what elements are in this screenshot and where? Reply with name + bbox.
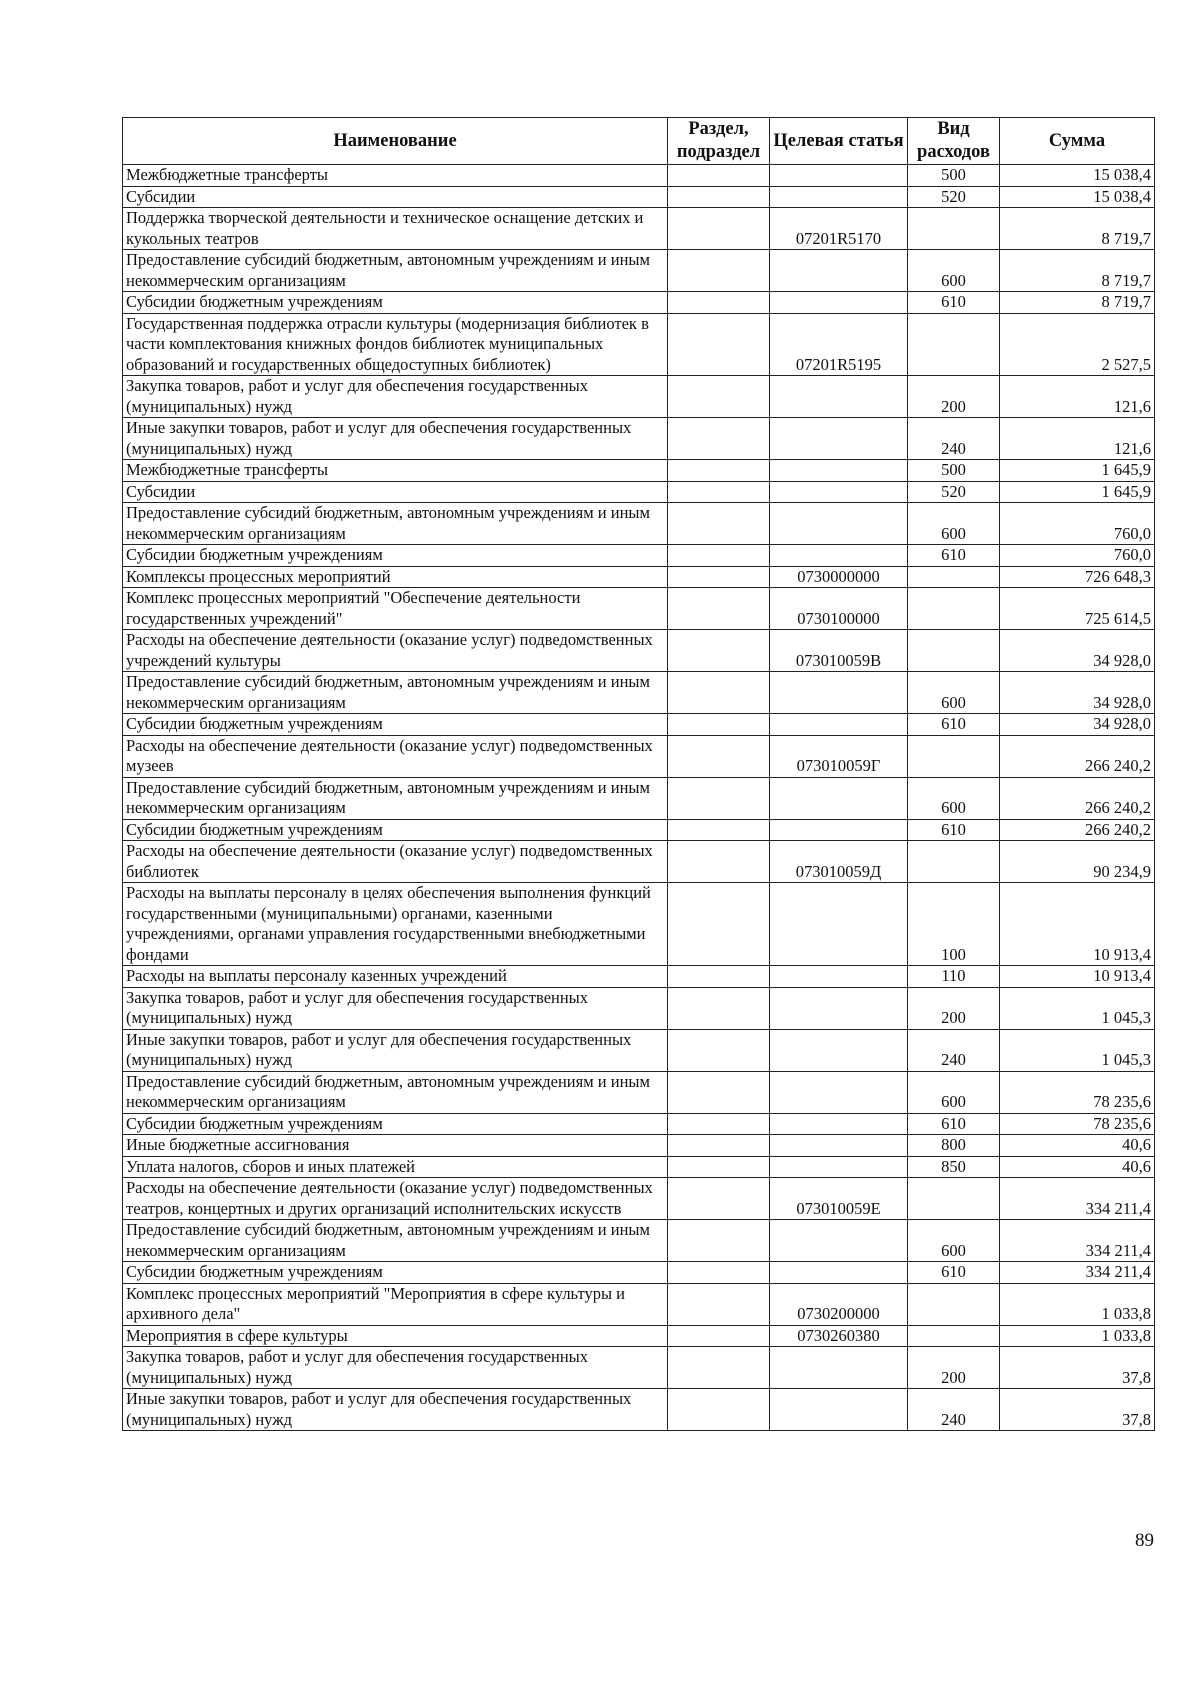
cell-vid bbox=[908, 1178, 1000, 1220]
cell-vid: 200 bbox=[908, 376, 1000, 418]
cell-target bbox=[770, 1262, 908, 1284]
cell-sum: 78 235,6 bbox=[1000, 1071, 1155, 1113]
cell-vid bbox=[908, 566, 1000, 588]
page-number: 89 bbox=[1135, 1530, 1154, 1551]
cell-target bbox=[770, 1071, 908, 1113]
cell-vid bbox=[908, 841, 1000, 883]
cell-vid: 800 bbox=[908, 1135, 1000, 1157]
cell-name: Субсидии бюджетным учреждениям bbox=[123, 545, 668, 567]
table-row bbox=[123, 630, 1155, 672]
cell-razdel bbox=[668, 841, 770, 883]
cell-razdel bbox=[668, 1178, 770, 1220]
cell-sum: 15 038,4 bbox=[1000, 186, 1155, 208]
cell-razdel bbox=[668, 987, 770, 1029]
cell-name: Расходы на выплаты персоналу в целях обеспечения выполнения функций государственными (муниципальными) органами, казенными учреждениями, органами управления государственными внебюджетными фондами bbox=[123, 883, 668, 966]
table-row bbox=[123, 1029, 1155, 1071]
cell-razdel bbox=[668, 1156, 770, 1178]
cell-sum: 1 645,9 bbox=[1000, 481, 1155, 503]
table-row bbox=[123, 208, 1155, 250]
cell-name: Межбюджетные трансферты bbox=[123, 460, 668, 482]
cell-target: 0730200000 bbox=[770, 1283, 908, 1325]
table-row bbox=[123, 714, 1155, 736]
cell-name: Комплекс процессных мероприятий "Обеспечение деятельности государственных учреждений" bbox=[123, 588, 668, 630]
budget-table bbox=[122, 117, 1155, 1431]
cell-vid: 610 bbox=[908, 819, 1000, 841]
cell-razdel bbox=[668, 566, 770, 588]
cell-name: Расходы на обеспечение деятельности (оказание услуг) подведомственных библиотек bbox=[123, 841, 668, 883]
cell-sum: 1 033,8 bbox=[1000, 1283, 1155, 1325]
cell-target bbox=[770, 966, 908, 988]
cell-vid bbox=[908, 1325, 1000, 1347]
cell-target: 0730000000 bbox=[770, 566, 908, 588]
table-row bbox=[123, 186, 1155, 208]
cell-vid: 610 bbox=[908, 714, 1000, 736]
cell-razdel bbox=[668, 735, 770, 777]
cell-sum: 34 928,0 bbox=[1000, 672, 1155, 714]
cell-sum: 334 211,4 bbox=[1000, 1220, 1155, 1262]
table-row bbox=[123, 1347, 1155, 1389]
header-target: Целевая статья bbox=[770, 118, 908, 165]
cell-target: 0730260380 bbox=[770, 1325, 908, 1347]
cell-sum: 266 240,2 bbox=[1000, 735, 1155, 777]
cell-sum: 1 045,3 bbox=[1000, 1029, 1155, 1071]
table-row bbox=[123, 883, 1155, 966]
cell-sum: 1 645,9 bbox=[1000, 460, 1155, 482]
table-row bbox=[123, 735, 1155, 777]
cell-razdel bbox=[668, 588, 770, 630]
cell-vid bbox=[908, 313, 1000, 376]
cell-razdel bbox=[668, 1283, 770, 1325]
table-row bbox=[123, 545, 1155, 567]
cell-vid: 600 bbox=[908, 777, 1000, 819]
cell-sum: 266 240,2 bbox=[1000, 819, 1155, 841]
cell-name: Субсидии бюджетным учреждениям bbox=[123, 1262, 668, 1284]
cell-target: 07201R5170 bbox=[770, 208, 908, 250]
cell-razdel bbox=[668, 481, 770, 503]
table-row bbox=[123, 1156, 1155, 1178]
cell-sum: 10 913,4 bbox=[1000, 883, 1155, 966]
cell-sum: 8 719,7 bbox=[1000, 250, 1155, 292]
cell-razdel bbox=[668, 966, 770, 988]
cell-sum: 726 648,3 bbox=[1000, 566, 1155, 588]
table-row bbox=[123, 1135, 1155, 1157]
cell-sum: 15 038,4 bbox=[1000, 165, 1155, 187]
cell-sum: 334 211,4 bbox=[1000, 1262, 1155, 1284]
table-row bbox=[123, 588, 1155, 630]
cell-name: Иные бюджетные ассигнования bbox=[123, 1135, 668, 1157]
cell-razdel bbox=[668, 1029, 770, 1071]
cell-sum: 725 614,5 bbox=[1000, 588, 1155, 630]
cell-target bbox=[770, 1113, 908, 1135]
cell-name: Субсидии bbox=[123, 481, 668, 503]
cell-name: Субсидии бюджетным учреждениям bbox=[123, 292, 668, 314]
cell-sum: 40,6 bbox=[1000, 1156, 1155, 1178]
cell-name: Субсидии бюджетным учреждениям bbox=[123, 1113, 668, 1135]
cell-razdel bbox=[668, 1325, 770, 1347]
cell-target bbox=[770, 186, 908, 208]
cell-sum: 40,6 bbox=[1000, 1135, 1155, 1157]
cell-razdel bbox=[668, 630, 770, 672]
cell-razdel bbox=[668, 819, 770, 841]
cell-vid bbox=[908, 630, 1000, 672]
cell-name: Предоставление субсидий бюджетным, автономным учреждениям и иным некоммерческим организациям bbox=[123, 503, 668, 545]
cell-target bbox=[770, 819, 908, 841]
cell-vid: 610 bbox=[908, 1113, 1000, 1135]
cell-vid: 520 bbox=[908, 481, 1000, 503]
table-row bbox=[123, 966, 1155, 988]
cell-razdel bbox=[668, 208, 770, 250]
cell-vid: 600 bbox=[908, 1220, 1000, 1262]
cell-target bbox=[770, 883, 908, 966]
cell-target bbox=[770, 777, 908, 819]
cell-razdel bbox=[668, 313, 770, 376]
cell-vid bbox=[908, 208, 1000, 250]
header-vid: Вид расходов bbox=[908, 118, 1000, 165]
cell-name: Иные закупки товаров, работ и услуг для обеспечения государственных (муниципальных) нужд bbox=[123, 1389, 668, 1431]
table-row bbox=[123, 376, 1155, 418]
cell-name: Субсидии бюджетным учреждениям bbox=[123, 714, 668, 736]
cell-name: Предоставление субсидий бюджетным, автономным учреждениям и иным некоммерческим организациям bbox=[123, 1071, 668, 1113]
table-row bbox=[123, 987, 1155, 1029]
table-row bbox=[123, 672, 1155, 714]
cell-target bbox=[770, 1029, 908, 1071]
table-row bbox=[123, 418, 1155, 460]
cell-name: Предоставление субсидий бюджетным, автономным учреждениям и иным некоммерческим организациям bbox=[123, 672, 668, 714]
cell-vid: 850 bbox=[908, 1156, 1000, 1178]
cell-sum: 8 719,7 bbox=[1000, 208, 1155, 250]
table-row bbox=[123, 1325, 1155, 1347]
table-row bbox=[123, 566, 1155, 588]
cell-sum: 334 211,4 bbox=[1000, 1178, 1155, 1220]
cell-target bbox=[770, 1156, 908, 1178]
cell-sum: 266 240,2 bbox=[1000, 777, 1155, 819]
cell-name: Расходы на выплаты персоналу казенных учреждений bbox=[123, 966, 668, 988]
cell-razdel bbox=[668, 418, 770, 460]
cell-target bbox=[770, 418, 908, 460]
cell-razdel bbox=[668, 777, 770, 819]
cell-sum: 1 045,3 bbox=[1000, 987, 1155, 1029]
cell-vid: 610 bbox=[908, 292, 1000, 314]
cell-vid: 100 bbox=[908, 883, 1000, 966]
cell-razdel bbox=[668, 1135, 770, 1157]
cell-name: Государственная поддержка отрасли культуры (модернизация библиотек в части комплектования книжных фондов библиотек муниципальных образований и государственных общедоступных библиотек) bbox=[123, 313, 668, 376]
cell-name: Мероприятия в сфере культуры bbox=[123, 1325, 668, 1347]
header-row bbox=[123, 118, 1155, 165]
cell-target bbox=[770, 165, 908, 187]
cell-target: 073010059В bbox=[770, 630, 908, 672]
cell-vid: 240 bbox=[908, 1029, 1000, 1071]
cell-razdel bbox=[668, 1220, 770, 1262]
cell-target: 073010059Е bbox=[770, 1178, 908, 1220]
cell-name: Закупка товаров, работ и услуг для обеспечения государственных (муниципальных) нужд bbox=[123, 376, 668, 418]
cell-vid bbox=[908, 1283, 1000, 1325]
table-row bbox=[123, 841, 1155, 883]
cell-sum: 34 928,0 bbox=[1000, 630, 1155, 672]
cell-vid: 200 bbox=[908, 987, 1000, 1029]
table-row bbox=[123, 250, 1155, 292]
cell-name: Предоставление субсидий бюджетным, автономным учреждениям и иным некоммерческим организациям bbox=[123, 1220, 668, 1262]
table-row bbox=[123, 819, 1155, 841]
cell-name: Закупка товаров, работ и услуг для обеспечения государственных (муниципальных) нужд bbox=[123, 1347, 668, 1389]
cell-vid: 600 bbox=[908, 503, 1000, 545]
cell-razdel bbox=[668, 292, 770, 314]
cell-name: Расходы на обеспечение деятельности (оказание услуг) подведомственных музеев bbox=[123, 735, 668, 777]
cell-target bbox=[770, 376, 908, 418]
cell-name: Уплата налогов, сборов и иных платежей bbox=[123, 1156, 668, 1178]
cell-target: 0730100000 bbox=[770, 588, 908, 630]
cell-razdel bbox=[668, 460, 770, 482]
cell-target bbox=[770, 503, 908, 545]
cell-razdel bbox=[668, 1071, 770, 1113]
table-row bbox=[123, 1113, 1155, 1135]
cell-name: Расходы на обеспечение деятельности (оказание услуг) подведомственных театров, концертных и других организаций исполнительских искусств bbox=[123, 1178, 668, 1220]
cell-razdel bbox=[668, 376, 770, 418]
table-row bbox=[123, 1220, 1155, 1262]
cell-vid: 500 bbox=[908, 460, 1000, 482]
cell-sum: 8 719,7 bbox=[1000, 292, 1155, 314]
cell-vid: 110 bbox=[908, 966, 1000, 988]
table-row bbox=[123, 503, 1155, 545]
cell-sum: 90 234,9 bbox=[1000, 841, 1155, 883]
cell-razdel bbox=[668, 1389, 770, 1431]
cell-vid: 600 bbox=[908, 1071, 1000, 1113]
cell-target bbox=[770, 460, 908, 482]
cell-target bbox=[770, 1220, 908, 1262]
cell-razdel bbox=[668, 545, 770, 567]
cell-target bbox=[770, 672, 908, 714]
cell-sum: 760,0 bbox=[1000, 545, 1155, 567]
cell-vid: 200 bbox=[908, 1347, 1000, 1389]
cell-target bbox=[770, 1347, 908, 1389]
cell-name: Субсидии bbox=[123, 186, 668, 208]
cell-vid: 600 bbox=[908, 672, 1000, 714]
cell-sum: 121,6 bbox=[1000, 376, 1155, 418]
cell-target: 073010059Г bbox=[770, 735, 908, 777]
cell-razdel bbox=[668, 165, 770, 187]
cell-vid: 500 bbox=[908, 165, 1000, 187]
cell-sum: 10 913,4 bbox=[1000, 966, 1155, 988]
table-row bbox=[123, 1071, 1155, 1113]
cell-name: Межбюджетные трансферты bbox=[123, 165, 668, 187]
cell-name: Расходы на обеспечение деятельности (оказание услуг) подведомственных учреждений культуры bbox=[123, 630, 668, 672]
table-row bbox=[123, 1283, 1155, 1325]
header-razdel: Раздел, подраздел bbox=[668, 118, 770, 165]
cell-razdel bbox=[668, 714, 770, 736]
cell-vid: 520 bbox=[908, 186, 1000, 208]
table-row bbox=[123, 165, 1155, 187]
cell-sum: 121,6 bbox=[1000, 418, 1155, 460]
table-row bbox=[123, 460, 1155, 482]
cell-vid: 240 bbox=[908, 1389, 1000, 1431]
cell-sum: 78 235,6 bbox=[1000, 1113, 1155, 1135]
cell-target bbox=[770, 714, 908, 736]
cell-razdel bbox=[668, 883, 770, 966]
header-name: Наименование bbox=[123, 118, 668, 165]
cell-razdel bbox=[668, 503, 770, 545]
cell-target bbox=[770, 481, 908, 503]
cell-vid: 240 bbox=[908, 418, 1000, 460]
cell-sum: 760,0 bbox=[1000, 503, 1155, 545]
cell-target: 073010059Д bbox=[770, 841, 908, 883]
header-sum: Сумма bbox=[1000, 118, 1155, 165]
cell-sum: 1 033,8 bbox=[1000, 1325, 1155, 1347]
cell-name: Предоставление субсидий бюджетным, автономным учреждениям и иным некоммерческим организациям bbox=[123, 777, 668, 819]
cell-target bbox=[770, 987, 908, 1029]
cell-vid bbox=[908, 735, 1000, 777]
cell-name: Поддержка творческой деятельности и техническое оснащение детских и кукольных театров bbox=[123, 208, 668, 250]
cell-vid: 610 bbox=[908, 1262, 1000, 1284]
cell-name: Субсидии бюджетным учреждениям bbox=[123, 819, 668, 841]
table-row bbox=[123, 1178, 1155, 1220]
cell-vid: 600 bbox=[908, 250, 1000, 292]
cell-target: 07201R5195 bbox=[770, 313, 908, 376]
cell-vid bbox=[908, 588, 1000, 630]
table-row bbox=[123, 1389, 1155, 1431]
cell-sum: 34 928,0 bbox=[1000, 714, 1155, 736]
cell-razdel bbox=[668, 186, 770, 208]
table-body bbox=[123, 165, 1155, 1431]
table-row bbox=[123, 777, 1155, 819]
cell-vid: 610 bbox=[908, 545, 1000, 567]
table-row bbox=[123, 313, 1155, 376]
cell-name: Иные закупки товаров, работ и услуг для обеспечения государственных (муниципальных) нужд bbox=[123, 1029, 668, 1071]
table-row bbox=[123, 1262, 1155, 1284]
cell-sum: 2 527,5 bbox=[1000, 313, 1155, 376]
cell-sum: 37,8 bbox=[1000, 1389, 1155, 1431]
cell-name: Иные закупки товаров, работ и услуг для обеспечения государственных (муниципальных) нужд bbox=[123, 418, 668, 460]
table-header bbox=[123, 118, 1155, 165]
cell-sum: 37,8 bbox=[1000, 1347, 1155, 1389]
cell-razdel bbox=[668, 1347, 770, 1389]
cell-target bbox=[770, 545, 908, 567]
cell-name: Предоставление субсидий бюджетным, автономным учреждениям и иным некоммерческим организациям bbox=[123, 250, 668, 292]
cell-razdel bbox=[668, 1262, 770, 1284]
cell-name: Комплексы процессных мероприятий bbox=[123, 566, 668, 588]
table-row bbox=[123, 481, 1155, 503]
cell-razdel bbox=[668, 1113, 770, 1135]
cell-target bbox=[770, 1389, 908, 1431]
cell-name: Закупка товаров, работ и услуг для обеспечения государственных (муниципальных) нужд bbox=[123, 987, 668, 1029]
cell-target bbox=[770, 250, 908, 292]
cell-target bbox=[770, 292, 908, 314]
cell-name: Комплекс процессных мероприятий "Мероприятия в сфере культуры и архивного дела" bbox=[123, 1283, 668, 1325]
cell-razdel bbox=[668, 672, 770, 714]
cell-razdel bbox=[668, 250, 770, 292]
cell-target bbox=[770, 1135, 908, 1157]
table-row bbox=[123, 292, 1155, 314]
